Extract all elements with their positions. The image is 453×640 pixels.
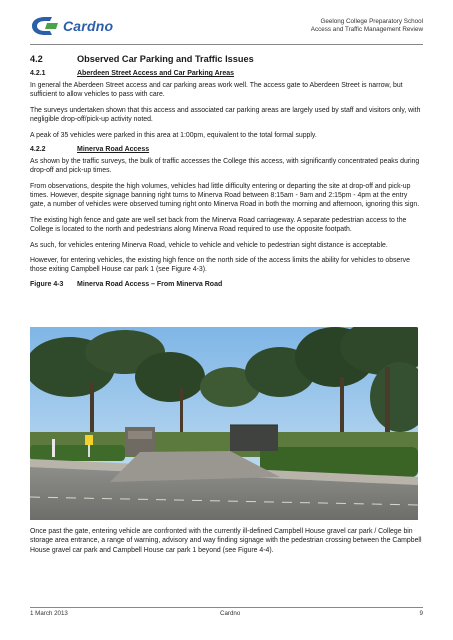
subsection-title: Minerva Road Access xyxy=(77,146,150,154)
paragraph: However, for entering vehicles, the existing high fence on the north side of the access limits the ability for vehicles to observe those exiting Campbell House car park 1 (see Figure 4-3). xyxy=(30,257,410,274)
paragraph: As such, for vehicles entering Minerva Road, vehicle to vehicle and vehicle to pedestrian sight distance is acceptable. xyxy=(30,241,388,249)
subsection-heading-1 xyxy=(30,70,423,77)
post-figure-content xyxy=(30,527,423,561)
cardno-logo xyxy=(30,16,113,36)
footer-company: Cardno xyxy=(220,610,241,617)
logo-text: Cardno xyxy=(63,18,114,34)
page-header xyxy=(30,14,423,44)
footer-rule xyxy=(30,607,423,608)
main-content xyxy=(30,54,423,296)
page-number: 9 xyxy=(419,610,423,617)
header-rule xyxy=(30,44,423,45)
minerva-road-access-photo xyxy=(30,327,418,520)
section-heading xyxy=(30,54,423,64)
figure-caption xyxy=(30,281,423,288)
figure-title: Minerva Road Access – From Minerva Road xyxy=(77,280,223,288)
subsection-heading-2 xyxy=(30,146,423,153)
subsection-number: 4.2.1 xyxy=(30,70,46,77)
paragraph: From observations, despite the high volumes, vehicles had little difficulty entering or departing the site at drop-off and pick-up times. However, despite signage banning right turns to Minerva Road between 8:15am - 9am and 2:15pm - 4pm at the entry gate, a number of vehicles were observed turning right onto Minerva Road in both the morning and afternoon, ignoring this sign. xyxy=(30,182,420,209)
paragraph: Once past the gate, entering vehicle are confronted with the currently ill-defined Campbell House gravel car park / College bin storage area entrance, a range of warning, advisory and way finding signage with the pedestrian crossing between the Campbell House gravel car park and Campbell House car park 1 beyond (see Figure 4-4). xyxy=(30,528,422,554)
figure-number: Figure 4-3 xyxy=(30,280,64,288)
subsection-title: Aberdeen Street Access and Car Parking Areas xyxy=(77,70,235,77)
section-title: Observed Car Parking and Traffic Issues xyxy=(77,54,254,64)
subsection-number: 4.2.2 xyxy=(30,146,46,154)
figure-photo xyxy=(30,327,418,520)
paragraph: The existing high fence and gate are well set back from the Minerva Road carriageway. A separate pedestrian access to the College is located to the north and pedestrians along Minerva Road required to use the opposite footpath. xyxy=(30,216,407,234)
paragraph: A peak of 35 vehicles were parked in this area at 1:00pm, equivalent to the total formal supply. xyxy=(30,131,317,139)
footer-date: 1 March 2013 xyxy=(30,610,68,617)
paragraph: As shown by the traffic surveys, the bulk of traffic accesses the College this access, with significantly concentrated peaks during drop-off and pick-up times. xyxy=(30,158,420,175)
section-number: 4.2 xyxy=(30,54,43,64)
document-subtitle: Access and Traffic Management Review xyxy=(310,26,423,34)
cardno-logo-icon xyxy=(30,16,60,36)
paragraph: The surveys undertaken shown that this access and associated car parking areas are largely used by staff and visitors only, with negligible drop-off/pick-up activity noted. xyxy=(30,106,421,124)
header-document-info xyxy=(311,18,423,34)
document-title: Geelong College Preparatory School xyxy=(320,18,423,25)
paragraph: In general the Aberdeen Street access and car parking areas work well. The access gate to Aberdeen Street is narrow, but sufficient to allow vehicles to pass with care. xyxy=(30,82,403,99)
